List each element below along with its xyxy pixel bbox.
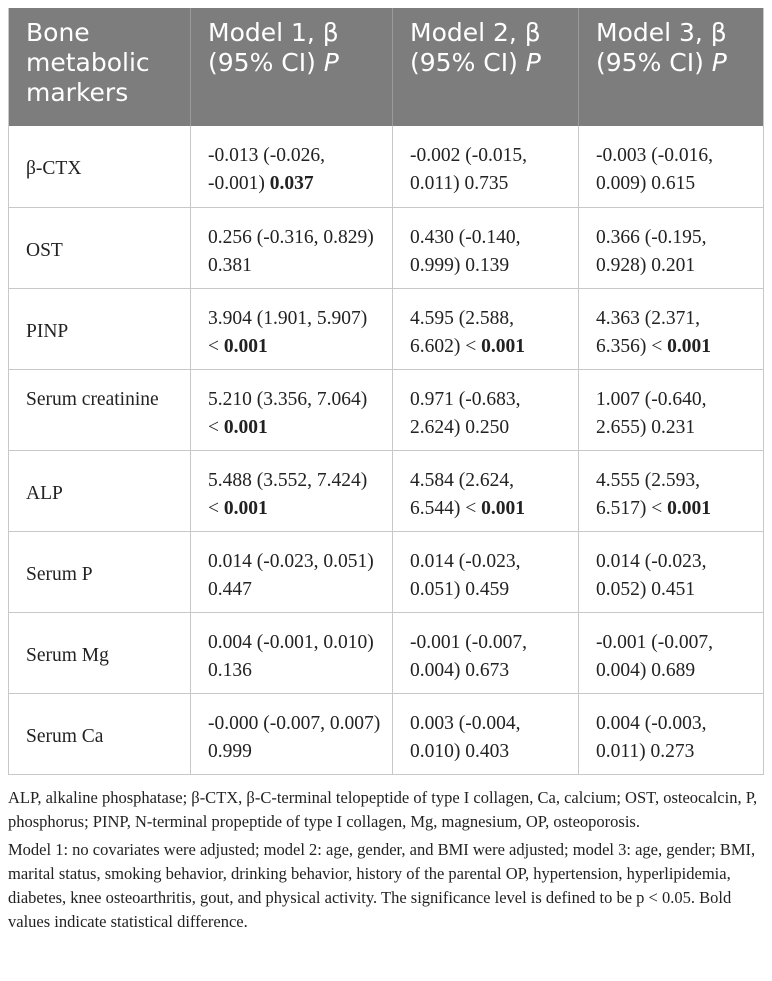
footnote-abbreviations: ALP, alkaline phosphatase; β-CTX, β-C-terminal telopeptide of type I collagen, Ca, calcium; OST, osteocalcin, P, phosphorus; PINP, N-terminal propeptide of type I collagen, Mg, magnesium, OP, osteoporosis. [8, 787, 758, 831]
cell-model-2 [393, 531, 579, 612]
cell-value: 0.430 (-0.140, 0.999) 0.139 [410, 226, 521, 276]
cell-sig-value: 0.001 [223, 416, 268, 438]
cell-model-1 [191, 612, 393, 693]
cell-model-2 [393, 612, 579, 693]
cell-value: 0.003 (-0.004, 0.010) 0.403 [410, 712, 521, 762]
row-label: Serum Ca [9, 693, 191, 774]
cell-value: 5.210 (3.356, 7.064) < [208, 388, 368, 438]
row-label: Serum Mg [9, 612, 191, 693]
header-model-1 [191, 8, 393, 126]
table-row [9, 369, 764, 450]
cell-model-2 [393, 450, 579, 531]
cell-model-3 [579, 288, 764, 369]
cell-model-2 [393, 693, 579, 774]
cell-sig-value: 0.001 [481, 335, 525, 357]
cell-value: 0.014 (-0.023, 0.051) 0.447 [208, 550, 374, 600]
cell-sig-value: 0.001 [667, 497, 711, 519]
header-model-3-text: Model 3, β (95% CI) [596, 18, 727, 77]
cell-value: 4.584 (2.624, 6.544) < [410, 469, 514, 519]
header-model-3 [579, 8, 764, 126]
cell-model-1 [191, 369, 393, 450]
cell-model-1 [191, 207, 393, 288]
cell-value: -0.000 (-0.007, 0.007) 0.999 [208, 712, 381, 762]
cell-model-1 [191, 693, 393, 774]
table-row [9, 288, 764, 369]
header-row [9, 8, 764, 126]
table-row [9, 612, 764, 693]
cell-value: -0.013 (-0.026, -0.001) [208, 145, 325, 194]
cell-model-3 [579, 612, 764, 693]
cell-model-1 [191, 450, 393, 531]
row-label: PINP [9, 288, 191, 369]
cell-value: 0.004 (-0.001, 0.010) 0.136 [208, 631, 374, 681]
cell-value: 0.366 (-0.195, 0.928) 0.201 [596, 226, 707, 276]
cell-model-3 [579, 693, 764, 774]
cell-value: 0.004 (-0.003, 0.011) 0.273 [596, 712, 707, 762]
cell-model-3 [579, 531, 764, 612]
cell-sig-value: 0.001 [223, 497, 268, 519]
header-model-2 [393, 8, 579, 126]
header-markers-text: Bone metabolic markers [26, 18, 150, 107]
header-model-3-p: P [711, 48, 727, 77]
cell-model-3 [579, 126, 764, 207]
cell-value: 0.014 (-0.023, 0.051) 0.459 [410, 550, 521, 600]
cell-value: 0.014 (-0.023, 0.052) 0.451 [596, 550, 707, 600]
cell-model-2 [393, 126, 579, 207]
cell-sig-value: 0.001 [667, 335, 711, 357]
cell-model-1 [191, 126, 393, 207]
cell-value: -0.002 (-0.015, 0.011) 0.735 [410, 145, 527, 194]
cell-value: -0.003 (-0.016, 0.009) 0.615 [596, 145, 713, 194]
table-footnotes [8, 775, 764, 934]
table-container [8, 8, 763, 938]
row-label: β-CTX [9, 126, 191, 207]
cell-model-3 [579, 369, 764, 450]
header-model-2-p: P [525, 48, 541, 77]
cell-model-1 [191, 288, 393, 369]
cell-value: 0.971 (-0.683, 2.624) 0.250 [410, 388, 521, 438]
table-row [9, 207, 764, 288]
cell-value: 1.007 (-0.640, 2.655) 0.231 [596, 388, 707, 438]
cell-value: -0.001 (-0.007, 0.004) 0.689 [596, 631, 713, 681]
table-row [9, 450, 764, 531]
row-label: Serum creatinine [9, 369, 191, 450]
cell-sig-value: 0.037 [269, 173, 314, 194]
footnote-models: Model 1: no covariates were adjusted; model 2: age, gender, and BMI were adjusted; model 3: age, gender; BMI, marital status, smoking behavior, drinking behavior, history of the parental OP, hypertension, hyperlipidemia, diabetes, knee osteoarthritis, gout, and physical activity. The significance level is defined to be p < 0.05. Bold values indicate statistical difference. [8, 839, 756, 931]
cell-model-2 [393, 369, 579, 450]
cell-model-2 [393, 207, 579, 288]
table-row [9, 531, 764, 612]
row-label: Serum P [9, 531, 191, 612]
cell-sig-value: 0.001 [481, 497, 525, 519]
header-markers [9, 8, 191, 126]
cell-value: 5.488 (3.552, 7.424) < [208, 469, 368, 519]
header-model-1-p: P [323, 48, 339, 77]
cell-model-1 [191, 531, 393, 612]
row-label: ALP [9, 450, 191, 531]
cell-value: 0.256 (-0.316, 0.829) 0.381 [208, 226, 374, 276]
cell-value: -0.001 (-0.007, 0.004) 0.673 [410, 631, 527, 681]
table-row [9, 693, 764, 774]
table-row [9, 126, 764, 207]
cell-value: 3.904 (1.901, 5.907) < [208, 307, 368, 357]
cell-sig-value: 0.001 [223, 335, 268, 357]
cell-value: 4.555 (2.593, 6.517) < [596, 469, 700, 519]
row-label: OST [9, 207, 191, 288]
header-model-1-text: Model 1, β (95% CI) [208, 18, 339, 77]
cell-model-2 [393, 288, 579, 369]
cell-model-3 [579, 450, 764, 531]
header-model-2-text: Model 2, β (95% CI) [410, 18, 541, 77]
cell-model-3 [579, 207, 764, 288]
cell-value: 4.363 (2.371, 6.356) < [596, 307, 700, 357]
bone-markers-table [8, 8, 764, 775]
cell-value: 4.595 (2.588, 6.602) < [410, 307, 514, 357]
